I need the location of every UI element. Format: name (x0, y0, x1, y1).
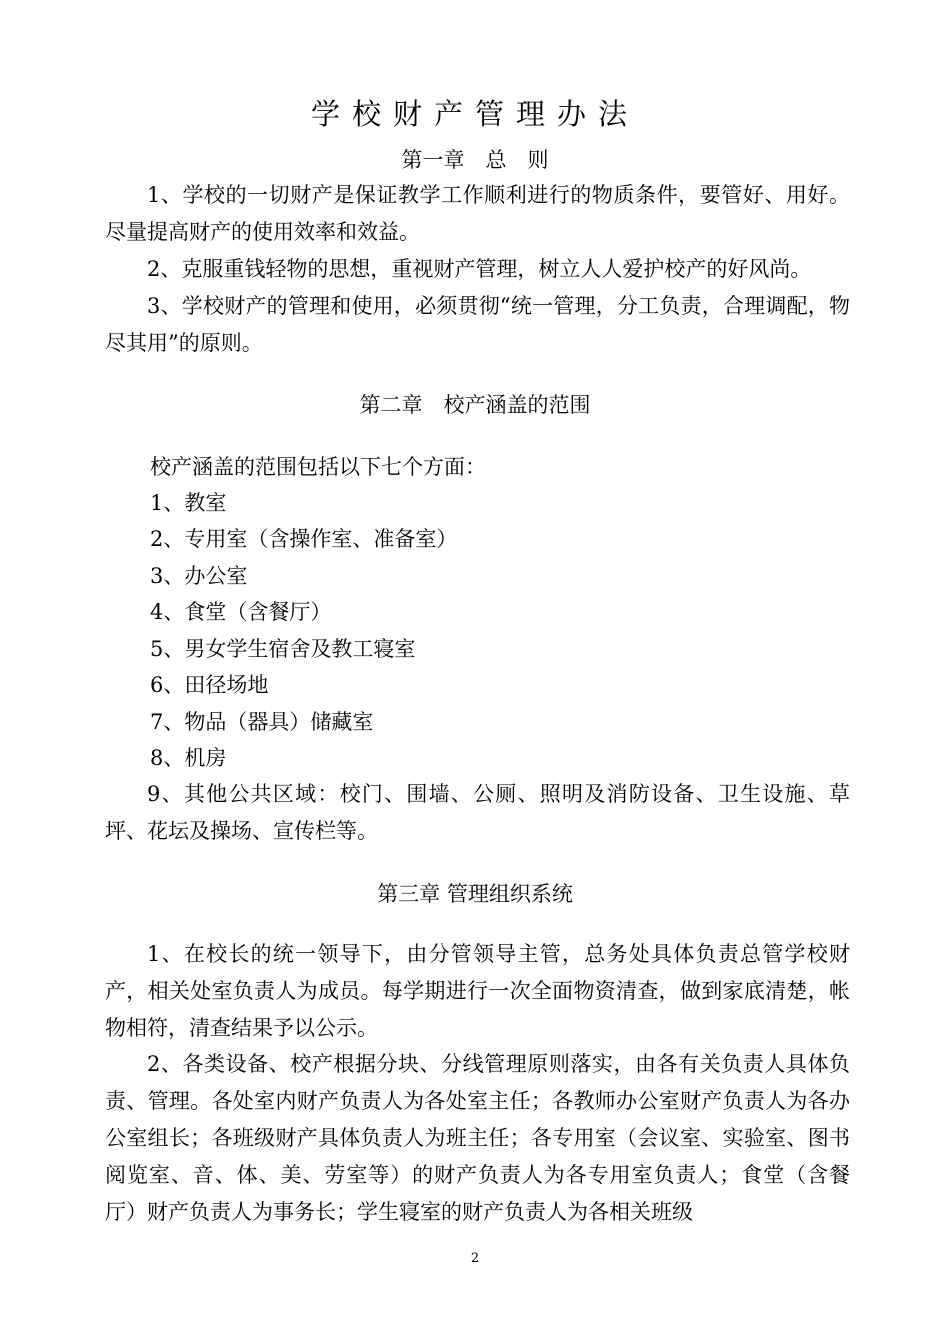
chapter-three-heading: 第三章 管理组织系统 (377, 882, 573, 906)
list-item: 6、田径场地 (150, 673, 269, 697)
document-title: 学校财产管理办法 (310, 97, 639, 131)
list-item: 8、机房 (150, 746, 227, 770)
ch1-paragraph-3: 3、学校财产的管理和使用，必须贯彻“统一管理，分工负责，合理调配，物尽其用”的原则。 (105, 294, 850, 355)
ch3-paragraph-1: 1、在校长的统一领导下，由分管领导主管，总务处具体负责总管学校财产，相关处室负责人为成员。每学期进行一次全面物资清查，做到家底清楚，帐物相符，清查结果予以公示。 (105, 942, 850, 1040)
list-item: 5、男女学生宿舍及教工寝室 (150, 637, 416, 661)
list-item: 4、食堂（含餐厅） (150, 600, 332, 624)
chapter-one-heading: 第一章 总 则 (401, 148, 549, 172)
chapter-two-heading: 第二章 校产涵盖的范围 (359, 393, 591, 417)
ch1-paragraph-1: 1、学校的一切财产是保证教学工作顺利进行的物质条件，要管好、用好。尽量提高财产的使用效率和效益。 (105, 183, 850, 244)
page-number: 2 (470, 1251, 480, 1266)
ch2-intro: 校产涵盖的范围包括以下七个方面： (150, 455, 486, 479)
ch3-paragraph-2: 2、各类设备、校产根据分块、分线管理原则落实，由各有关负责人具体负责、管理。各处室内财产负责人为各处室主任；各教师办公室财产负责人为各办公室组长；各班级财产具体负责人为班主任；各专用室（会议室、实验室、图书阅览室、音、体、美、劳室等）的财产负责人为各专用室负责人；食堂（含餐厅）财产负责人为事务长；学生寝室的财产负责人为各相关班级 (105, 1052, 850, 1224)
list-item: 7、物品（器具）储藏室 (150, 710, 374, 734)
list-item: 1、教室 (150, 491, 227, 515)
ch2-item-9: 9、其他公共区域：校门、围墙、公厕、照明及消防设备、卫生设施、草坪、花坛及操场、宣传栏等。 (105, 782, 850, 843)
ch1-paragraph-2: 2、克服重钱轻物的思想，重视财产管理，树立人人爱护校产的好风尚。 (147, 257, 812, 281)
list-item: 3、办公室 (150, 564, 248, 588)
list-item: 2、专用室（含操作室、准备室） (150, 527, 458, 551)
